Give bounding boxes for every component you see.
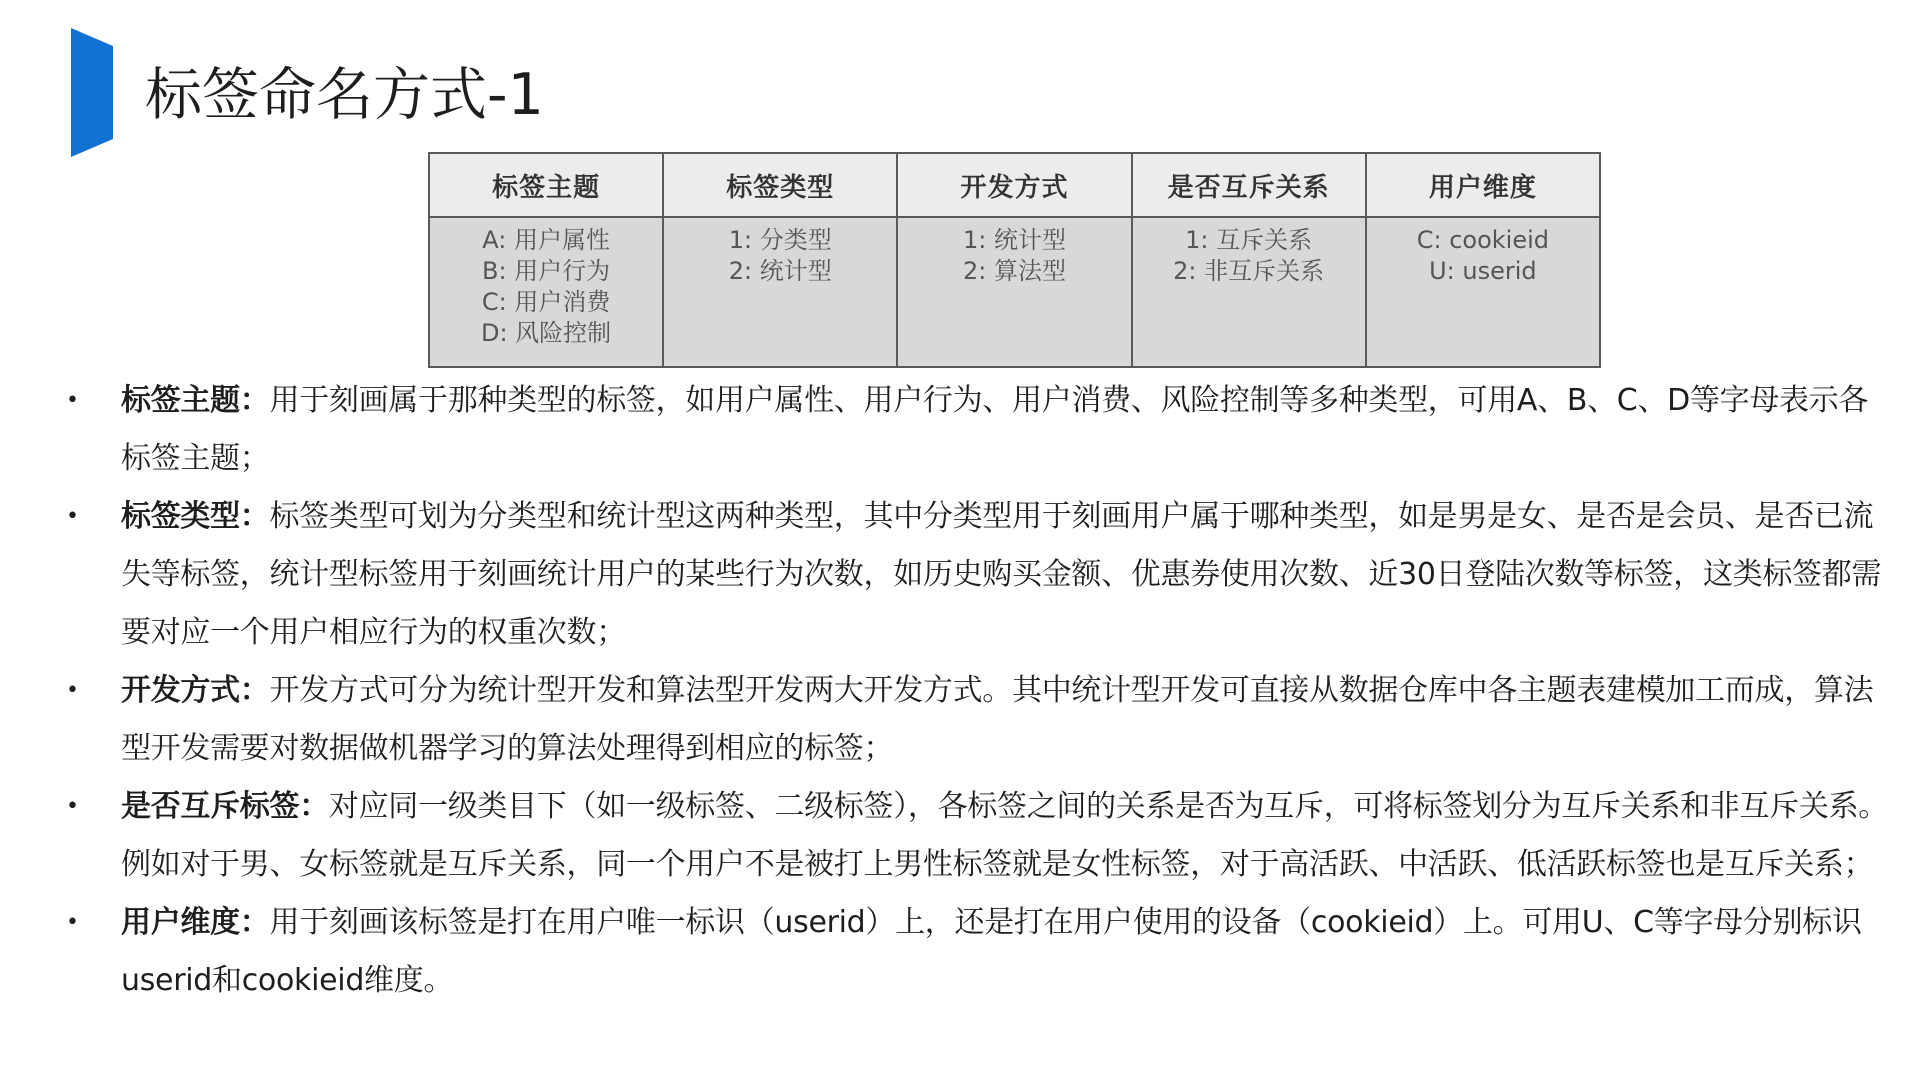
cell-value: 1: 统计型 xyxy=(962,226,1066,254)
table-header-cell: 开发方式 xyxy=(897,153,1131,217)
cell-value: 2: 算法型 xyxy=(962,257,1066,285)
cell-value: 2: 非互斥关系 xyxy=(1173,257,1325,285)
table-cell-user-dimension xyxy=(1366,217,1600,367)
bullet-dot-icon: • xyxy=(66,794,79,819)
cell-value: 2: 统计型 xyxy=(728,257,832,285)
table-cell-topic xyxy=(429,217,663,367)
bullet-dot-icon: • xyxy=(66,504,79,529)
table-row xyxy=(429,217,1600,367)
list-item xyxy=(62,894,1892,1010)
bullet-text: 对应同一级类目下（如一级标签、二级标签），各标签之间的关系是否为互斥，可将标签划分为互斥关系和非互斥关系。例如对于男、女标签就是互斥关系，同一个用户不是被打上男性标签就是女性标签，对于高活跃、中活跃、低活跃标签也是互斥关系； xyxy=(121,789,1889,882)
table-header-row xyxy=(429,153,1600,217)
bullet-term: 标签主题： xyxy=(121,383,270,418)
table-cell-type xyxy=(663,217,897,367)
bullet-term: 用户维度： xyxy=(121,905,270,940)
table-header-cell: 标签类型 xyxy=(663,153,897,217)
table-header-cell: 标签主题 xyxy=(429,153,663,217)
cell-value: C: cookieid xyxy=(1416,226,1550,254)
cell-value: 1: 互斥关系 xyxy=(1185,226,1313,254)
bullet-text: 标签类型可划为分类型和统计型这两种类型，其中分类型用于刻画用户属于哪种类型，如是男是女、是否是会员、是否已流失等标签，统计型标签用于刻画统计用户的某些行为次数，如历史购买金额、优惠券使用次数、近30日登陆次数等标签，这类标签都需要对应一个用户相应行为的权重次数； xyxy=(121,499,1882,650)
title-accent-bar xyxy=(71,28,113,157)
cell-value: A: 用户属性 xyxy=(482,226,610,254)
bullet-term: 是否互斥标签： xyxy=(121,789,329,824)
cell-value: D: 风险控制 xyxy=(480,319,612,347)
list-item xyxy=(62,778,1892,894)
page-title: 标签命名方式-1 xyxy=(145,62,544,128)
bullet-dot-icon: • xyxy=(66,678,79,703)
bullet-text: 开发方式可分为统计型开发和算法型开发两大开发方式。其中统计型开发可直接从数据仓库中各主题表建模加工而成，算法型开发需要对数据做机器学习的算法处理得到相应的标签； xyxy=(121,673,1874,766)
list-item xyxy=(62,372,1892,488)
bullet-list xyxy=(62,372,1892,1010)
bullet-dot-icon: • xyxy=(66,388,79,413)
cell-value: C: 用户消费 xyxy=(481,288,611,316)
bullet-term: 开发方式： xyxy=(121,673,270,708)
bullet-text: 用于刻画属于那种类型的标签，如用户属性、用户行为、用户消费、风险控制等多种类型，可用A、B、C、D等字母表示各标签主题； xyxy=(121,383,1869,476)
bullet-text: 用于刻画该标签是打在用户唯一标识（userid）上，还是打在用户使用的设备（cookieid）上。可用U、C等字母分别标识userid和cookieid维度。 xyxy=(121,905,1862,998)
cell-value: U: userid xyxy=(1429,257,1537,285)
list-item xyxy=(62,488,1892,662)
bullet-term: 标签类型： xyxy=(121,499,270,534)
cell-value: 1: 分类型 xyxy=(728,226,832,254)
cell-value: B: 用户行为 xyxy=(482,257,611,285)
table-header-cell: 用户维度 xyxy=(1366,153,1600,217)
list-item xyxy=(62,662,1892,778)
table-cell-dev-method xyxy=(897,217,1131,367)
bullet-dot-icon: • xyxy=(66,910,79,935)
tag-naming-table xyxy=(428,152,1601,368)
table-cell-exclusive xyxy=(1132,217,1366,367)
table-header-cell: 是否互斥关系 xyxy=(1132,153,1366,217)
